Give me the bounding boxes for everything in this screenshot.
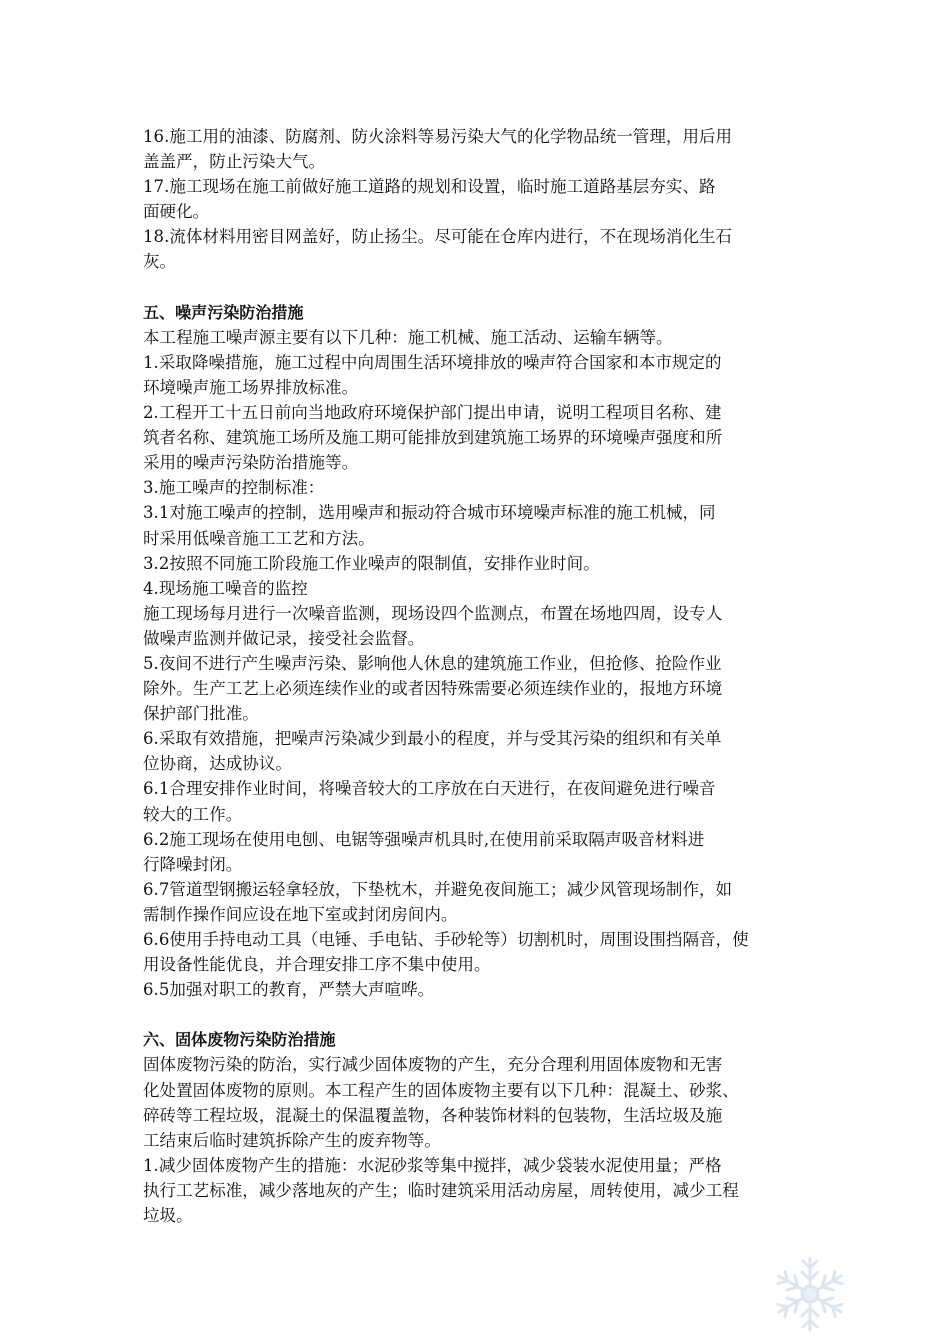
paragraph xyxy=(143,977,809,1002)
snowflake-watermark-icon xyxy=(768,1252,852,1336)
paragraph xyxy=(143,224,809,274)
text-line: 18.流体材料用密目网盖好，防止扬尘。尽可能在仓库内进行，不在现场消化生石 xyxy=(143,227,733,247)
text-line: 碎砖等工程垃圾，混凝土的保温覆盖物，各种装饰材料的包装物，生活垃圾及施 xyxy=(143,1105,723,1125)
text-line: 6.采取有效措施，把噪声污染减少到最小的程度，并与受其污染的组织和有关单 xyxy=(143,729,722,749)
text-line: 执行工艺标准，减少落地灰的产生；临时建筑采用活动房屋，周转使用，减少工程 xyxy=(143,1180,739,1200)
text-line: 保护部门批准。 xyxy=(143,704,259,724)
paragraph xyxy=(143,651,809,726)
paragraph xyxy=(143,726,809,776)
text-line: 16.施工用的油漆、防腐剂、防火涂料等易污染大气的化学物品统一管理，用后用 xyxy=(143,127,733,146)
paragraph xyxy=(143,776,809,826)
text-line: 采用的噪声污染防治措施等。 xyxy=(143,453,359,473)
text-line: 6.7管道型钢搬运轻拿轻放，下垫枕木，并避免夜间施工；减少风管现场制作，如 xyxy=(143,879,733,899)
text-line: 6.6使用手持电动工具（电锤、手电钻、手砂轮等）切割机时，周围设围挡隔音，使 xyxy=(143,930,749,949)
text-line: 面硬化。 xyxy=(143,202,210,222)
text-line: 化处置固体废物的原则。本工程产生的固体废物主要有以下几种：混凝土、砂浆、 xyxy=(143,1080,739,1100)
paragraph xyxy=(143,124,809,174)
text-line: 4.现场施工噪音的监控 xyxy=(143,578,308,598)
text-line: 6.1合理安排作业时间，将噪音较大的工序放在白天进行，在夜间避免进行噪音 xyxy=(143,779,716,799)
text-line: 工结束后临时建筑拆除产生的废弃物等。 xyxy=(143,1130,441,1150)
paragraph xyxy=(143,927,809,977)
text-line: 环境噪声施工场界排放标准。 xyxy=(143,377,359,397)
paragraph xyxy=(143,400,809,475)
text-line: 筑者名称、建筑施工场所及施工期可能排放到建筑施工场界的环境噪声强度和所 xyxy=(143,428,723,448)
text-line: 1.采取降噪措施，施工过程中向周围生活环境排放的噪声符合国家和本市规定的 xyxy=(143,352,722,372)
section-heading-text: 六、固体废物污染防治措施 xyxy=(143,1030,336,1050)
section-heading-text: 五、噪声污染防治措施 xyxy=(143,302,304,322)
paragraph xyxy=(143,325,809,350)
paragraph xyxy=(143,500,809,550)
text-line: 本工程施工噪声源主要有以下几种：施工机械、施工活动、运输车辆等。 xyxy=(143,327,673,347)
text-line: 3.1对施工噪声的控制，选用噪声和振动符合城市环境噪声标准的施工机械，同 xyxy=(143,503,716,523)
text-line: 行降噪封闭。 xyxy=(143,854,243,874)
text-line: 施工现场每月进行一次噪音监测，现场设四个监测点，布置在场地四周，设专人 xyxy=(143,603,723,623)
paragraph xyxy=(143,551,809,576)
paragraph-spacer xyxy=(143,1002,809,1027)
text-line: 需制作操作间应设在地下室或封闭房间内。 xyxy=(143,904,458,924)
text-line: 盖盖严，防止污染大气。 xyxy=(143,152,326,172)
document-body xyxy=(143,124,809,1228)
text-line: 用设备性能优良，并合理安排工序不集中使用。 xyxy=(143,955,491,975)
text-line: 除外。生产工艺上必须连续作业的或者因特殊需要必须连续作业的，报地方环境 xyxy=(143,679,723,699)
section-heading xyxy=(143,300,809,325)
paragraph xyxy=(143,1052,809,1152)
text-line: 较大的工作。 xyxy=(143,804,243,824)
paragraph xyxy=(143,1153,809,1228)
section-heading xyxy=(143,1027,809,1052)
text-line: 17.施工现场在施工前做好施工道路的规划和设置，临时施工道路基层夯实、路 xyxy=(143,177,716,197)
text-line: 3.2按照不同施工阶段施工作业噪声的限制值，安排作业时间。 xyxy=(143,553,600,573)
text-line: 5.夜间不进行产生噪声污染、影响他人休息的建筑施工作业，但抢修、抢险作业 xyxy=(143,653,722,673)
paragraph-spacer xyxy=(143,275,809,300)
text-line: 灰。 xyxy=(143,252,177,272)
text-line: 垃圾。 xyxy=(143,1206,193,1226)
paragraph xyxy=(143,174,809,224)
text-line: 3.施工噪声的控制标准： xyxy=(143,478,325,498)
paragraph xyxy=(143,475,809,500)
paragraph xyxy=(143,350,809,400)
text-line: 做噪声监测并做记录，接受社会监督。 xyxy=(143,628,425,648)
paragraph xyxy=(143,877,809,927)
text-line: 6.5加强对职工的教育，严禁大声喧哗。 xyxy=(143,980,435,1000)
text-line: 2.工程开工十五日前向当地政府环境保护部门提出申请，说明工程项目名称、建 xyxy=(143,403,722,423)
text-line: 6.2施工现场在使用电刨、电锯等强噪声机具时,在使用前采取隔声吸音材料进 xyxy=(143,829,705,849)
text-line: 固体废物污染的防治，实行减少固体废物的产生，充分合理利用固体废物和无害 xyxy=(143,1055,723,1075)
paragraph xyxy=(143,576,809,601)
paragraph xyxy=(143,601,809,651)
paragraph xyxy=(143,827,809,877)
text-line: 1.减少固体废物产生的措施：水泥砂浆等集中搅拌，减少袋装水泥使用量；严格 xyxy=(143,1155,722,1175)
text-line: 时采用低噪音施工工艺和方法。 xyxy=(143,528,375,548)
text-line: 位协商，达成协议。 xyxy=(143,754,292,774)
